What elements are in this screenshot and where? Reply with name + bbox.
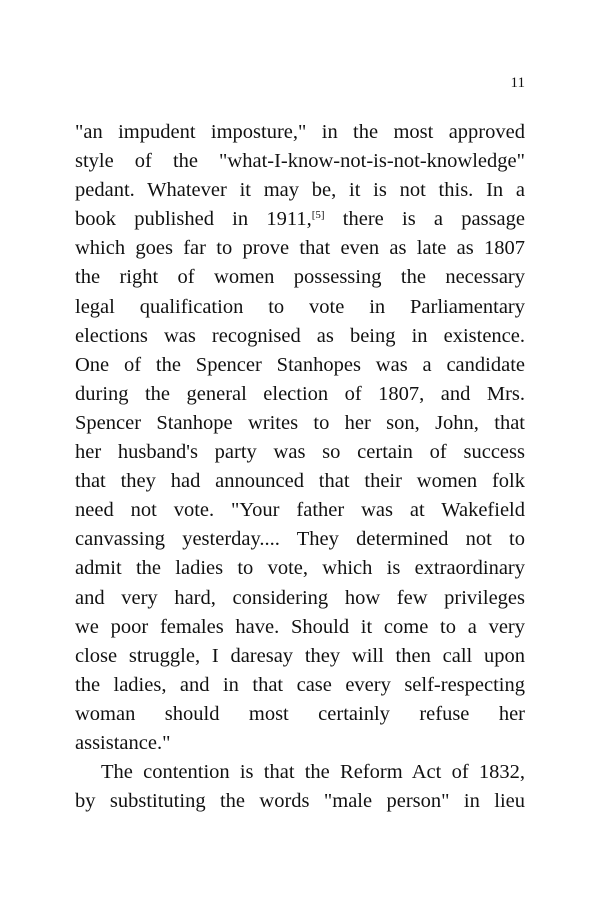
text-line: which goes far to prove that even as late as 1807 <box>75 237 525 260</box>
footnote-reference[interactable]: [5] <box>311 209 325 222</box>
text-line: and very hard, considering how few privileges <box>75 586 525 609</box>
paragraph-1 <box>75 118 525 758</box>
text-line: we poor females have. Should it come to a very <box>75 615 525 638</box>
text-line: by substituting the words "male person" in lieu <box>75 790 525 813</box>
text-line: pedant. Whatever it may be, it is not this. In a <box>75 179 525 202</box>
text-line-with-footnote <box>75 205 525 234</box>
text-line: style of the "what-I-know-not-is-not-knowledge" <box>75 150 525 173</box>
text-segment: book published in 1911, <box>75 208 312 231</box>
body-text <box>75 118 525 816</box>
text-line: need not vote. "Your father was at Wakefield <box>75 499 525 522</box>
text-line: "an impudent imposture," in the most approved <box>75 121 525 143</box>
text-line: during the general election of 1807, and Mrs. <box>75 382 525 405</box>
text-line: elections was recognised as being in existence. <box>75 324 525 347</box>
text-line: Spencer Stanhope writes to her son, John, that <box>75 411 525 434</box>
text-line: legal qualification to vote in Parliamentary <box>75 295 525 318</box>
page-number: 11 <box>510 75 525 91</box>
text-line: the ladies, and in that case every self-respecting <box>75 673 525 696</box>
text-line: assistance." <box>75 731 171 754</box>
text-line: canvassing yesterday.... They determined not to <box>75 528 525 551</box>
text-line: The contention is that the Reform Act of 1832, <box>101 761 525 784</box>
text-segment: there is a passage <box>324 208 525 231</box>
text-line: admit the ladies to vote, which is extraordinary <box>75 557 525 580</box>
text-line: that they had announced that their women folk <box>75 470 525 493</box>
text-line: the right of women possessing the necessary <box>75 266 525 289</box>
text-line: woman should most certainly refuse her <box>75 702 525 725</box>
text-line: close struggle, I daresay they will then call upon <box>75 644 525 667</box>
text-line: One of the Spencer Stanhopes was a candidate <box>75 353 525 376</box>
paragraph-2 <box>75 758 525 816</box>
text-line: her husband's party was so certain of success <box>75 441 525 464</box>
